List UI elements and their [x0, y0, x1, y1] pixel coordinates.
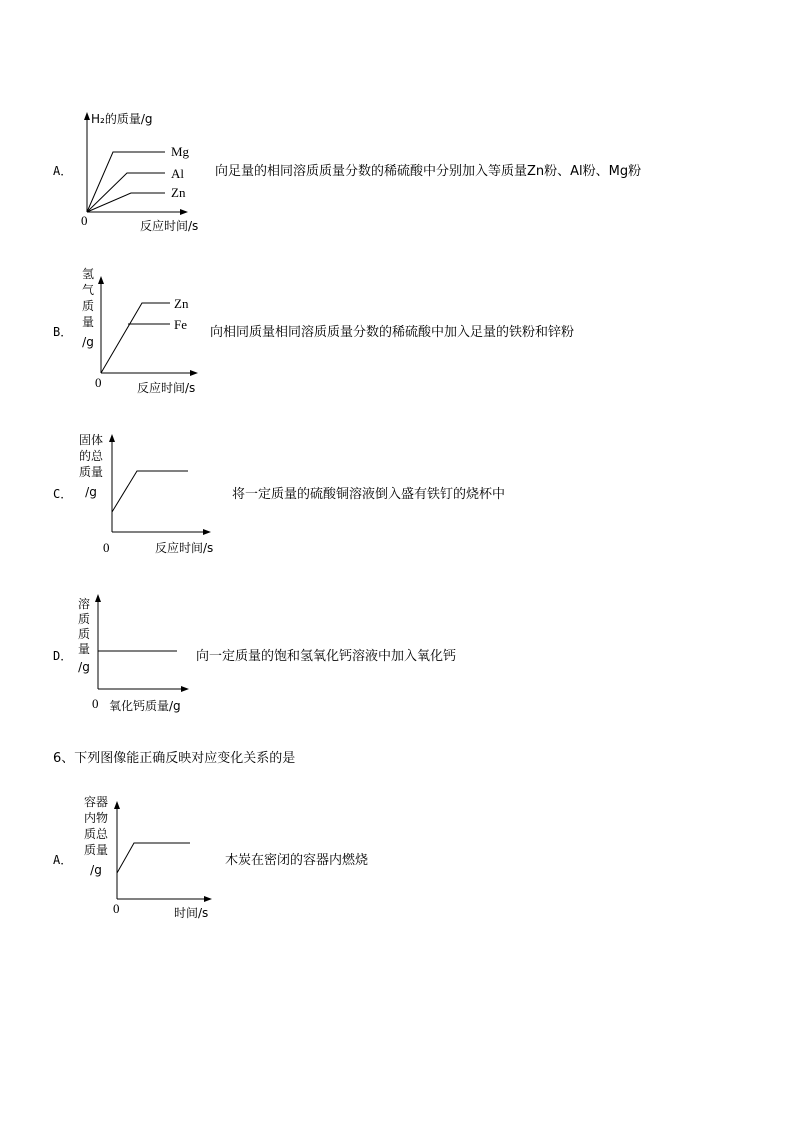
graph-a1-y-axis-label: H₂的质量/g: [91, 112, 153, 126]
option-label-d: D．: [53, 649, 73, 663]
graph-b-label-zn: Zn: [174, 296, 189, 311]
graph-a2-y-label-line: 容器: [83, 795, 108, 809]
graph-a2-x-axis-label: 时间/s: [174, 906, 209, 920]
graph-a2-y-label-line: 内物: [83, 811, 108, 825]
graph-a2-y-label-line: 质量: [83, 843, 108, 857]
graph-b-y-label-line: 氢: [81, 267, 94, 281]
item-c-description: 将一定质量的硫酸铜溶液倒入盛有铁钉的烧杯中: [232, 487, 506, 502]
graph-a1-label-zn: Zn: [171, 185, 186, 200]
graph-d-y-label-line: 质: [77, 627, 90, 641]
graph-d-y-label-line: 量: [77, 642, 90, 656]
graph-b-y-label-line: 气: [81, 283, 94, 297]
graph-d-y-label-line: /g: [78, 660, 90, 674]
graph-a2-y-arrow: [114, 801, 120, 809]
graph-c-y-label-line: 固体: [78, 433, 103, 447]
question-6-stem: 6、下列图像能正确反映对应变化关系的是: [53, 751, 296, 766]
graph-a1-label-mg: Mg: [171, 144, 190, 159]
graph-d-y-label-line: 质: [77, 612, 90, 626]
graph-a2-y-label-line: 质总: [83, 827, 108, 841]
item-b-description: 向相同质量相同溶质质量分数的稀硫酸中加入足量的铁粉和锌粉: [210, 325, 575, 340]
graph-c-y-label-line: /g: [85, 485, 97, 499]
graph-a2-origin: 0: [113, 901, 120, 916]
graph-b-label-fe: Fe: [174, 317, 187, 332]
graph-d-origin: 0: [92, 696, 99, 711]
option-label-b: B．: [53, 325, 73, 339]
graph-c-y-label-line: 质量: [78, 465, 103, 479]
item-d-description: 向一定质量的饱和氢氧化钙溶液中加入氧化钙: [196, 649, 457, 664]
graph-c-y-label-line: 的总: [78, 449, 103, 463]
graph-c-x-axis-label: 反应时间/s: [155, 541, 214, 555]
graph-d-x-axis-label: 氧化钙质量/g: [109, 699, 181, 713]
graph-b-y-label-line: 质: [81, 299, 94, 313]
graph-b-y-label-line: /g: [82, 335, 94, 349]
option-label-a1: A．: [53, 164, 73, 178]
graph-a2-x-arrow: [204, 896, 212, 902]
option-label-a2: A．: [53, 853, 73, 867]
option-label-c: C．: [53, 487, 73, 501]
item-a2-description: 木炭在密闭的容器内燃烧: [225, 853, 369, 868]
graph-a2-y-label-line: /g: [90, 863, 102, 877]
graph-b-y-label-line: 量: [81, 315, 94, 329]
item-a1-description: 向足量的相同溶质质量分数的稀硫酸中分别加入等质量Zn粉、Al粉、Mg粉: [215, 164, 642, 179]
graph-a1-label-al: Al: [171, 166, 184, 181]
graph-d-y-label-line: 溶: [77, 597, 90, 611]
graph-a1-origin: 0: [81, 213, 88, 228]
graph-a2-curve: [117, 843, 190, 873]
graph-b-origin: 0: [95, 375, 102, 390]
graph-b-x-axis-label: 反应时间/s: [137, 381, 196, 395]
graph-c-origin: 0: [103, 540, 110, 555]
graph-a1-x-axis-label: 反应时间/s: [140, 219, 199, 233]
